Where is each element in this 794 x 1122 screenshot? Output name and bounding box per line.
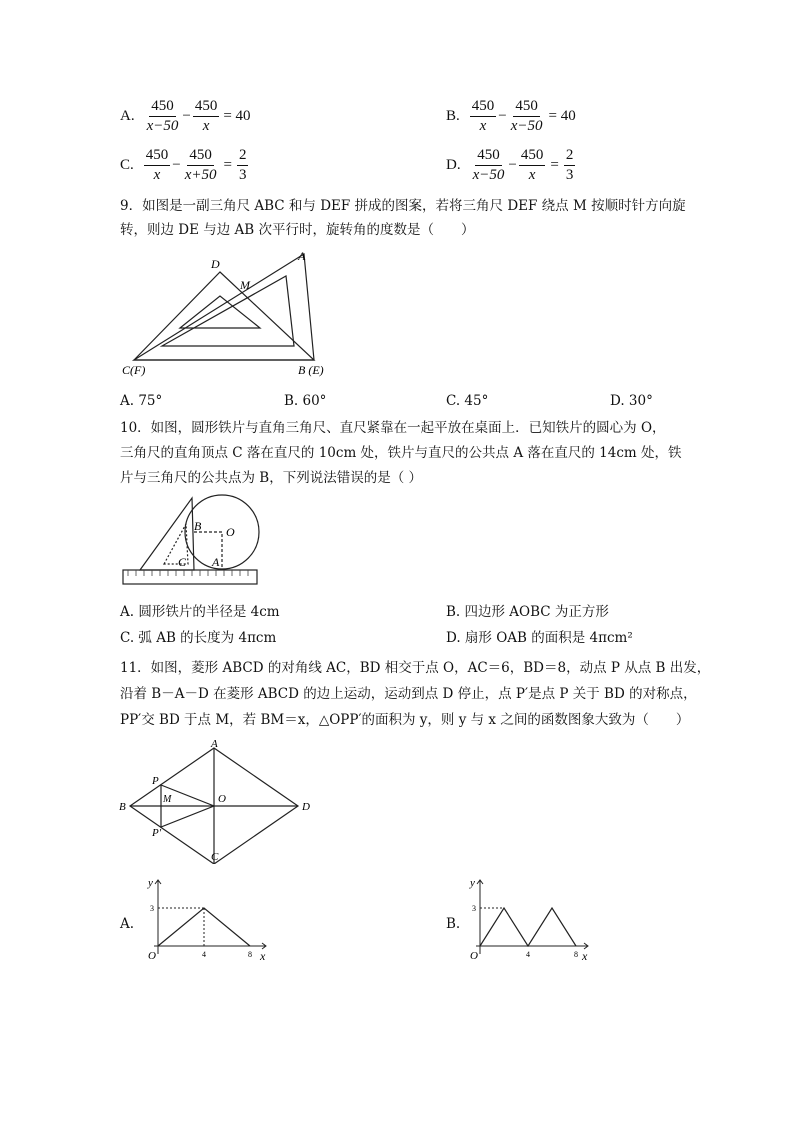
equals: = xyxy=(223,157,232,173)
label-p-prime: P′ xyxy=(152,827,162,839)
rhs: = 40 xyxy=(223,108,251,124)
denominator: x xyxy=(528,167,536,183)
label-be: B (E) xyxy=(298,363,324,377)
fraction xyxy=(237,147,249,184)
q11-stem-line2: 沿着 B－A－D 在菱形 ABCD 的边上运动，运动到点 D 停止，点 P′是点 P 关于 BD 的对称点， xyxy=(120,686,697,702)
denominator: x xyxy=(153,167,161,183)
numerator: 450 xyxy=(149,98,176,117)
denominator: x xyxy=(479,118,487,134)
q8-option-c xyxy=(120,147,250,184)
q11-stem-line3: PP′交 BD 于点 M，若 BM＝x，△OPP′的面积为 y，则 y 与 x 之间的函数图象大致为（ ） xyxy=(120,712,690,728)
label-a: A xyxy=(212,555,220,569)
fraction xyxy=(519,147,546,184)
operator: − xyxy=(498,108,507,124)
label-c: C xyxy=(178,555,187,569)
label-m: M xyxy=(163,794,172,805)
x-label: x xyxy=(260,949,266,963)
q11-graph-a xyxy=(142,874,272,964)
label-a: A xyxy=(211,738,218,750)
q11-graph-a-letter: A. xyxy=(120,916,135,932)
label-p: P xyxy=(152,775,159,787)
y-label: y xyxy=(148,877,153,889)
operator: − xyxy=(182,108,191,124)
q10-option-c: C. 弧 AB 的长度为 4πcm xyxy=(120,630,277,646)
fraction xyxy=(144,147,171,184)
option-letter: B. xyxy=(446,108,460,124)
q8-option-d xyxy=(446,147,577,184)
q9-figure-triangles xyxy=(118,248,338,378)
tick-y3: 3 xyxy=(472,904,476,913)
tick-x8: 8 xyxy=(248,950,252,959)
numerator: 450 xyxy=(519,147,546,166)
q9-option-a: A. 75° xyxy=(120,393,163,409)
q10-stem-line3: 片与三角尺的公共点为 B，下列说法错误的是（ ） xyxy=(120,470,423,486)
denominator: x xyxy=(202,118,210,134)
q11-figure-rhombus xyxy=(118,736,318,864)
denominator: x+50 xyxy=(184,167,217,183)
label-a: A xyxy=(298,249,306,263)
tick-y3: 3 xyxy=(150,904,154,913)
option-letter: D. xyxy=(446,157,461,173)
q10-option-a: A. 圆形铁片的半径是 4cm xyxy=(120,604,280,620)
triangle-abc-outer xyxy=(134,254,314,360)
option-letter: C. xyxy=(120,157,134,173)
option-letter: A. xyxy=(120,108,135,124)
x-label: x xyxy=(582,949,588,963)
q9-option-c: C. 45° xyxy=(446,393,489,409)
label-o: O xyxy=(226,525,235,539)
label-o: O xyxy=(218,793,226,805)
fraction xyxy=(509,98,545,135)
q9-option-b: B. 60° xyxy=(284,393,327,409)
q8-option-b xyxy=(446,98,576,135)
numerator: 2 xyxy=(237,147,249,166)
q9-option-d: D. 30° xyxy=(610,393,653,409)
denominator: 3 xyxy=(238,167,247,183)
denominator: x−50 xyxy=(510,118,543,134)
label-b: B xyxy=(119,801,126,813)
fraction xyxy=(193,98,220,135)
q10-stem-line1: 10．如图，圆形铁片与直角三角尺、直尺紧靠在一起平放在桌面上．已知铁片的圆心为 O， xyxy=(120,420,666,436)
origin-label: O xyxy=(148,950,156,962)
q9-stem-line1: 9．如图是一副三角尺 ABC 和与 DEF 拼成的图案，若将三角尺 DEF 绕点 M 按顺时针方向旋 xyxy=(120,198,686,214)
q11-graph-b xyxy=(464,874,594,964)
numerator: 450 xyxy=(470,98,497,117)
origin-label: O xyxy=(470,950,478,962)
operator: − xyxy=(172,157,181,173)
label-b: B xyxy=(194,519,202,533)
q11-graph-b-letter: B. xyxy=(446,916,461,932)
numerator: 2 xyxy=(564,147,576,166)
graph-b-curve xyxy=(480,908,576,946)
q10-figure-circle-ruler xyxy=(118,494,263,590)
rhs: = 40 xyxy=(548,108,576,124)
q8-option-a xyxy=(120,98,251,135)
numerator: 450 xyxy=(187,147,214,166)
ruler xyxy=(123,570,257,584)
denominator: x−50 xyxy=(146,118,179,134)
label-c: C xyxy=(211,851,219,863)
fraction xyxy=(183,147,219,184)
denominator: x−50 xyxy=(472,167,505,183)
operator: − xyxy=(508,157,517,173)
fraction xyxy=(145,98,181,135)
q11-stem-line1: 11．如图，菱形 ABCD 的对角线 AC，BD 相交于点 O，AC＝6，BD＝8，动点 P 从点 B 出发， xyxy=(120,660,711,676)
tick-x4: 4 xyxy=(526,950,530,959)
fraction xyxy=(471,147,507,184)
equals: = xyxy=(550,157,559,173)
tick-x8: 8 xyxy=(574,950,578,959)
fraction xyxy=(470,98,497,135)
tick-x4: 4 xyxy=(202,950,206,959)
fraction xyxy=(564,147,576,184)
y-label: y xyxy=(470,877,475,889)
label-d: D xyxy=(211,257,220,271)
label-cf: C(F) xyxy=(122,363,146,377)
q10-option-b: B. 四边形 AOBC 为正方形 xyxy=(446,604,609,620)
numerator: 450 xyxy=(193,98,220,117)
q10-stem-line2: 三角尺的直角顶点 C 落在直尺的 10cm 处，铁片与直尺的公共点 A 落在直尺的 14cm 处，铁 xyxy=(120,445,682,461)
q10-option-d: D. 扇形 OAB 的面积是 4πcm² xyxy=(446,630,633,646)
denominator: 3 xyxy=(565,167,574,183)
q9-stem-line2: 转，则边 DE 与边 AB 次平行时，旋转角的度数是（ ） xyxy=(120,222,475,238)
numerator: 450 xyxy=(144,147,171,166)
label-d: D xyxy=(302,801,310,813)
numerator: 450 xyxy=(475,147,502,166)
label-m: M xyxy=(240,278,250,292)
numerator: 450 xyxy=(513,98,540,117)
